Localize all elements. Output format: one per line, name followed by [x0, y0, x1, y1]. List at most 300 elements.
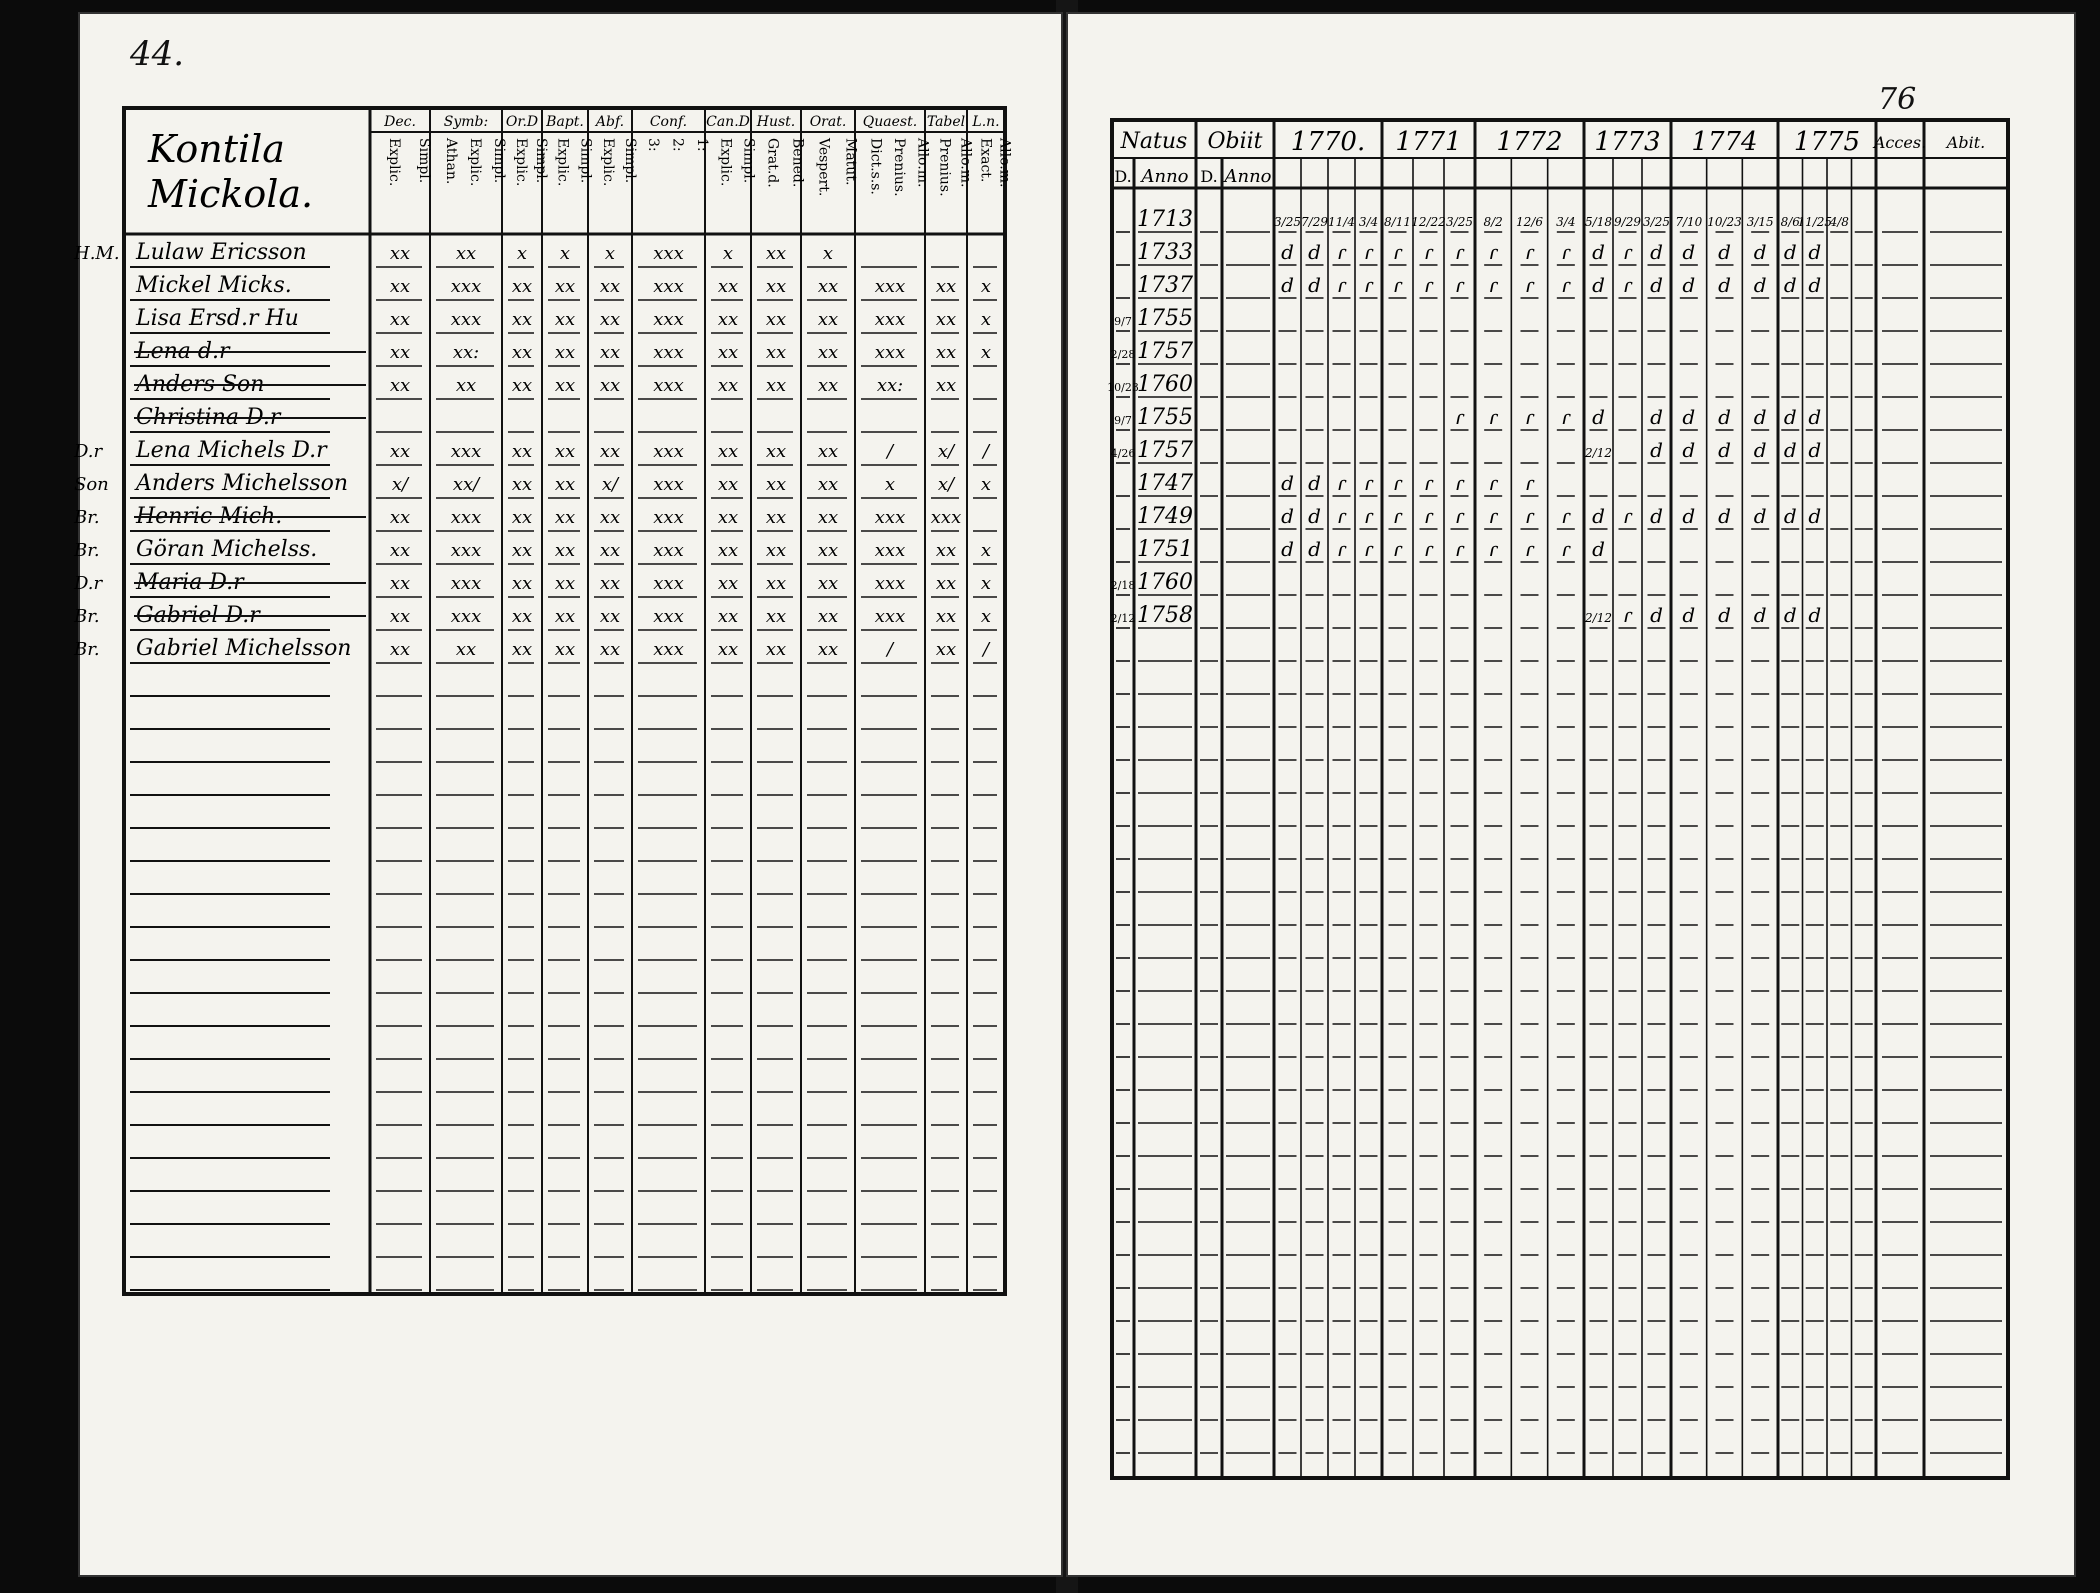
attendance-mark: 8/11: [1384, 215, 1411, 229]
exam-mark: xx: [717, 375, 739, 396]
exam-mark: xx: [765, 573, 787, 594]
attendance-mark: ɾ: [1392, 273, 1403, 297]
attendance-mark: ɾ: [1336, 240, 1347, 264]
exam-mark: x: [722, 243, 734, 264]
exam-mark: xx: [935, 276, 957, 297]
attendance-mark: ɾ: [1336, 504, 1347, 528]
exam-mark: xx: [599, 309, 621, 330]
exam-mark: xxx: [653, 276, 684, 297]
attendance-mark: ɾ: [1363, 471, 1374, 495]
exam-mark: xx: [935, 606, 957, 627]
left-register-table: [74, 12, 1063, 1577]
birth-year: 1757: [1137, 438, 1193, 463]
row-relation-note: D.r: [74, 441, 103, 462]
attendance-mark: 10/23: [1707, 215, 1742, 229]
household-title-line: Mickola.: [148, 172, 314, 216]
exam-mark: xxx: [450, 540, 482, 561]
exam-mark: xxx: [874, 573, 906, 594]
exam-mark: xx: [817, 507, 839, 528]
exam-mark: xx: [717, 309, 739, 330]
exam-mark: x: [559, 243, 571, 264]
row-relation-note: Br.: [74, 606, 100, 627]
attendance-mark: ɾ: [1336, 537, 1347, 561]
exam-mark: xx: [765, 474, 787, 495]
year-header: 1773: [1594, 127, 1661, 157]
birth-year: 1757: [1137, 339, 1193, 364]
attendance-mark: ɾ: [1622, 603, 1633, 627]
attendance-mark: ɾ: [1392, 240, 1403, 264]
attendance-mark: d: [1281, 537, 1294, 561]
column-header-top: Conf.: [649, 114, 688, 130]
birth-day: 10/23: [1107, 381, 1139, 394]
attendance-mark: ɾ: [1488, 471, 1498, 495]
attendance-mark: 3/4: [1358, 215, 1379, 229]
column-header-sub: Grat.d.: [764, 138, 781, 188]
column-header-top: Can.D: [706, 114, 750, 130]
exam-mark: xxx: [653, 375, 684, 396]
column-header-sub: Bened.: [789, 138, 806, 188]
exam-mark: xx: [817, 342, 839, 363]
exam-mark: xx: [511, 441, 533, 462]
exam-mark: xx: [389, 573, 411, 594]
exam-mark: xx: [717, 540, 739, 561]
attendance-mark: d: [1718, 603, 1731, 627]
column-header-sub: Dict.s.s.: [867, 138, 884, 195]
exam-mark: xxx: [874, 606, 906, 627]
obiit-header: Obiit: [1207, 129, 1263, 154]
exam-mark: xx: [717, 342, 739, 363]
attendance-mark: ɾ: [1488, 537, 1498, 561]
exam-mark: xx: [511, 639, 533, 660]
exam-mark: xx: [455, 243, 477, 264]
exam-mark: xxx: [653, 342, 684, 363]
exam-mark: xx: [554, 639, 576, 660]
exam-mark: xxx: [653, 474, 684, 495]
exam-mark: xx: [817, 474, 839, 495]
attendance-mark: d: [1281, 471, 1294, 495]
accessit-header: Acces.: [1873, 133, 1927, 152]
exam-mark: xx: [599, 375, 621, 396]
exam-mark: xx: [935, 639, 957, 660]
exam-mark: xx: [717, 639, 739, 660]
column-header-sub: Athan.: [443, 138, 459, 185]
obiit-day-header: D.: [1200, 167, 1218, 186]
exam-mark: xxx: [653, 309, 684, 330]
attendance-mark: 3/4: [1556, 215, 1576, 229]
attendance-mark: 4/8: [1829, 215, 1849, 229]
attendance-mark: d: [1718, 273, 1731, 297]
row-relation-note: Br.: [74, 507, 100, 528]
attendance-mark: ɾ: [1524, 537, 1535, 561]
column-header-sub: Simpl.: [622, 138, 638, 184]
exam-mark: xx: [389, 276, 411, 297]
attendance-mark: d: [1308, 504, 1321, 528]
attendance-mark: d: [1753, 504, 1767, 528]
attendance-mark: ɾ: [1454, 537, 1465, 561]
attendance-mark: ɾ: [1423, 240, 1434, 264]
exam-mark: xx: [935, 375, 957, 396]
exam-mark: xxx: [874, 540, 906, 561]
exam-mark: xxx: [874, 342, 906, 363]
row-relation-note: Br.: [74, 540, 100, 561]
attendance-mark: d: [1808, 603, 1822, 627]
attendance-mark: d: [1650, 603, 1663, 627]
column-header-top: Tabel: [926, 114, 966, 130]
exam-mark: xx:: [876, 375, 904, 396]
attendance-mark: d: [1308, 471, 1321, 495]
attendance-mark: d: [1308, 273, 1321, 297]
column-header-top: Hust.: [756, 114, 796, 130]
column-header-sub: Vespert.: [815, 138, 832, 197]
person-name: Lisa Ersd.r Hu: [136, 306, 299, 331]
exam-mark: /: [886, 441, 894, 462]
attendance-mark: d: [1718, 504, 1731, 528]
attendance-mark: d: [1718, 240, 1731, 264]
attendance-mark: 9/29: [1614, 215, 1641, 229]
attendance-mark: d: [1682, 438, 1696, 462]
exam-mark: xxx: [450, 507, 482, 528]
attendance-mark: ɾ: [1488, 405, 1498, 429]
column-header-sub: Prenius.: [891, 138, 907, 197]
attendance-mark: d: [1682, 405, 1696, 429]
attendance-mark: ɾ: [1524, 405, 1535, 429]
household-title-line: Kontila: [148, 127, 285, 171]
exam-mark: xx/: [452, 474, 480, 495]
birth-year: 1751: [1137, 537, 1193, 562]
person-name: Henric Mich.: [136, 504, 283, 529]
exam-mark: x/: [937, 474, 955, 495]
attendance-mark: d: [1281, 504, 1294, 528]
exam-mark: x: [980, 606, 992, 627]
attendance-mark: d: [1592, 405, 1605, 429]
year-header: 1771: [1395, 127, 1462, 157]
exam-mark: xx: [511, 507, 533, 528]
attendance-mark: d: [1783, 273, 1797, 297]
column-header-top: Quaest.: [862, 114, 918, 130]
column-header-sub: Exact.: [977, 138, 994, 183]
exam-mark: x: [980, 474, 992, 495]
exam-mark: xx: [765, 507, 787, 528]
exam-mark: xx: [765, 342, 787, 363]
exam-mark: xx: [455, 639, 477, 660]
exam-mark: xxx: [450, 606, 482, 627]
exam-mark: xx: [511, 276, 533, 297]
exam-mark: xx: [554, 507, 576, 528]
exam-mark: xx: [599, 342, 621, 363]
birth-year: 1747: [1137, 471, 1193, 496]
attendance-mark: d: [1753, 438, 1767, 462]
exam-mark: xx: [935, 540, 957, 561]
column-header-sub: Simpl.: [577, 138, 594, 184]
natus-day-header: D.: [1114, 167, 1132, 186]
exam-mark: xx: [389, 309, 411, 330]
exam-mark: x: [516, 243, 528, 264]
year-header: 1772: [1496, 127, 1563, 157]
attendance-mark: d: [1682, 504, 1696, 528]
birth-day: 2/12: [1110, 612, 1136, 625]
exam-mark: xx: [717, 606, 739, 627]
attendance-mark: d: [1650, 438, 1663, 462]
exam-mark: xx: [817, 540, 839, 561]
attendance-mark: ɾ: [1392, 504, 1403, 528]
exam-mark: xx: [817, 639, 839, 660]
exam-mark: xxx: [874, 309, 906, 330]
abiit-header: Abit.: [1946, 133, 1986, 152]
attendance-mark: d: [1682, 273, 1696, 297]
person-name: Christina D.r: [136, 405, 281, 430]
attendance-mark: d: [1650, 273, 1663, 297]
exam-mark: xx: [599, 639, 621, 660]
exam-mark: xx: [717, 573, 739, 594]
attendance-mark: d: [1592, 240, 1605, 264]
attendance-mark: d: [1281, 240, 1294, 264]
exam-mark: xx: [511, 606, 533, 627]
attendance-mark: d: [1783, 603, 1797, 627]
attendance-mark: 12/22: [1411, 215, 1446, 229]
year-header: 1775: [1793, 127, 1861, 157]
attendance-mark: 8/2: [1483, 215, 1503, 229]
column-header-sub: Explic.: [386, 138, 402, 187]
attendance-mark: d: [1808, 405, 1822, 429]
exam-mark: xx: [717, 441, 739, 462]
exam-mark: xxx: [653, 441, 684, 462]
person-name: Maria D.r: [136, 570, 244, 595]
column-header-sub: Explic.: [600, 138, 616, 187]
exam-mark: xxx: [653, 606, 684, 627]
exam-mark: xx: [935, 309, 957, 330]
exam-mark: xx: [935, 573, 957, 594]
attendance-mark: ɾ: [1454, 405, 1465, 429]
column-header-sub: Explic.: [467, 138, 483, 187]
exam-mark: xx: [511, 309, 533, 330]
birth-year: 1755: [1137, 306, 1193, 331]
left-page: [74, 12, 1063, 1577]
column-header-top: Or.D: [505, 114, 539, 130]
exam-mark: xx: [554, 540, 576, 561]
year-header: 1774: [1691, 127, 1758, 157]
birth-day: 4/26: [1110, 447, 1136, 460]
attendance-mark: ɾ: [1524, 240, 1535, 264]
attendance-mark: ɾ: [1454, 471, 1465, 495]
attendance-mark: ɾ: [1561, 240, 1571, 264]
exam-mark: x: [980, 342, 992, 363]
attendance-mark: d: [1650, 504, 1663, 528]
column-header-sub: Simpl.: [416, 138, 432, 184]
attendance-mark: ɾ: [1561, 405, 1571, 429]
column-header-sub: Explic.: [513, 138, 529, 187]
attendance-mark: d: [1753, 240, 1767, 264]
exam-mark: xx: [817, 375, 839, 396]
person-name: Anders Michelsson: [136, 471, 349, 496]
attendance-mark: ɾ: [1622, 273, 1633, 297]
exam-mark: xx: [389, 243, 411, 264]
exam-mark: xx: [765, 309, 787, 330]
exam-mark: xxx: [450, 309, 482, 330]
attendance-mark: ɾ: [1488, 504, 1498, 528]
column-header-sub: Explic.: [554, 138, 571, 187]
person-name: Mickel Micks.: [136, 273, 292, 298]
attendance-mark: 3/15: [1746, 215, 1774, 229]
exam-mark: x/: [601, 474, 619, 495]
attendance-mark: 12/6: [1516, 215, 1543, 229]
exam-mark: xx: [717, 507, 739, 528]
attendance-mark: ɾ: [1524, 273, 1535, 297]
column-header-top: Abf.: [595, 114, 625, 130]
exam-mark: /: [982, 639, 990, 660]
attendance-mark: ɾ: [1622, 504, 1633, 528]
attendance-mark: d: [1753, 273, 1767, 297]
attendance-mark: d: [1808, 504, 1822, 528]
attendance-mark: d: [1592, 273, 1605, 297]
exam-mark: /: [886, 639, 894, 660]
exam-mark: xx: [511, 474, 533, 495]
attendance-mark: d: [1281, 273, 1294, 297]
birth-year: 1733: [1137, 240, 1193, 265]
attendance-mark: d: [1808, 438, 1822, 462]
attendance-mark: ɾ: [1488, 240, 1498, 264]
column-header-sub: Allo.m.: [996, 138, 1013, 188]
exam-mark: xx: [765, 639, 787, 660]
row-relation-note: H.M.: [74, 243, 120, 264]
exam-mark: xx: [765, 243, 787, 264]
person-name: Gabriel D.r: [136, 603, 260, 628]
attendance-mark: d: [1783, 438, 1797, 462]
attendance-mark: 7/29: [1301, 215, 1328, 229]
exam-mark: x/: [391, 474, 409, 495]
attendance-mark: ɾ: [1423, 471, 1434, 495]
attendance-mark: ɾ: [1363, 273, 1374, 297]
exam-mark: x: [884, 474, 896, 495]
exam-mark: xx: [765, 606, 787, 627]
attendance-mark: 3/25: [1643, 215, 1670, 229]
person-name: Lena Michels D.r: [136, 438, 327, 463]
attendance-mark: d: [1592, 504, 1605, 528]
exam-mark: xx: [817, 309, 839, 330]
right-table-frame: [1112, 120, 2008, 1478]
row-relation-note: Br.: [74, 639, 100, 660]
exam-mark: xx: [554, 276, 576, 297]
left-page-number: 44.: [130, 34, 185, 74]
right-register-table: [1066, 12, 2076, 1577]
exam-mark: xx: [817, 441, 839, 462]
natus-header: Natus: [1120, 129, 1188, 154]
exam-mark: xx: [599, 441, 621, 462]
birth-day: 2/18: [1110, 579, 1136, 592]
exam-mark: xx: [511, 573, 533, 594]
exam-mark: xxx: [874, 507, 906, 528]
birth-year: 1755: [1137, 405, 1193, 430]
attendance-mark: 5/18: [1585, 215, 1612, 229]
column-header-sub: Allo.m.: [957, 138, 974, 188]
exam-mark: xx: [455, 375, 477, 396]
attendance-mark: ɾ: [1561, 273, 1571, 297]
attendance-mark: ɾ: [1423, 504, 1434, 528]
attendance-mark: ɾ: [1363, 240, 1374, 264]
attendance-mark: d: [1650, 240, 1663, 264]
exam-mark: xx: [554, 474, 576, 495]
exam-mark: xx: [554, 342, 576, 363]
exam-mark: xx: [935, 342, 957, 363]
column-header-top: Orat.: [809, 114, 847, 130]
column-header-top: L.n.: [972, 114, 1000, 130]
exam-mark: x: [980, 309, 992, 330]
attendance-mark: d: [1682, 603, 1696, 627]
birth-year: 1737: [1137, 273, 1193, 298]
column-header-sub: Explic.: [717, 138, 734, 187]
attendance-mark: ɾ: [1524, 504, 1535, 528]
column-header-sub: Simpl.: [740, 138, 757, 184]
exam-mark: xxx: [450, 573, 482, 594]
attendance-mark: ɾ: [1363, 504, 1374, 528]
column-header-sub: 3:: [645, 138, 662, 152]
birth-year: 1760: [1137, 372, 1193, 397]
person-name: Lulaw Ericsson: [136, 240, 307, 265]
column-header-sub: 2:: [669, 138, 686, 152]
attendance-mark: ɾ: [1336, 471, 1347, 495]
obiit-year-header: Anno: [1224, 166, 1272, 187]
row-relation-note: Son: [74, 474, 109, 495]
person-name: Lena d.r: [136, 339, 230, 364]
attendance-mark: 3/25: [1446, 215, 1473, 229]
attendance-mark: d: [1308, 537, 1321, 561]
exam-mark: xx: [554, 606, 576, 627]
attendance-mark: d: [1753, 405, 1767, 429]
attendance-mark: d: [1308, 240, 1321, 264]
column-header-sub: Simpl.: [491, 138, 507, 184]
exam-mark: xx: [765, 375, 787, 396]
exam-mark: xx: [599, 540, 621, 561]
attendance-mark: d: [1682, 240, 1696, 264]
exam-mark: xxx: [653, 639, 684, 660]
exam-mark: xxx: [653, 540, 684, 561]
exam-mark: xxx: [653, 507, 684, 528]
attendance-mark: ɾ: [1524, 471, 1535, 495]
exam-mark: xx: [554, 309, 576, 330]
attendance-mark: ɾ: [1363, 537, 1374, 561]
exam-mark: xx: [717, 474, 739, 495]
exam-mark: x: [980, 540, 992, 561]
column-header-sub: Simpl.: [533, 138, 549, 184]
exam-mark: xx: [765, 540, 787, 561]
exam-mark: xx: [389, 375, 411, 396]
exam-mark: xx: [817, 276, 839, 297]
attendance-mark: 2/12: [1585, 446, 1612, 460]
exam-mark: xxx: [450, 441, 482, 462]
attendance-mark: d: [1783, 405, 1797, 429]
exam-mark: xx: [389, 606, 411, 627]
attendance-mark: ɾ: [1423, 537, 1434, 561]
exam-mark: xxx: [653, 573, 684, 594]
attendance-mark: ɾ: [1561, 504, 1571, 528]
birth-day: 9/7: [1114, 414, 1132, 427]
birth-day: 9/7: [1114, 315, 1132, 328]
attendance-mark: ɾ: [1561, 537, 1571, 561]
exam-mark: /: [982, 441, 990, 462]
person-name: Gabriel Michelsson: [136, 636, 352, 661]
attendance-mark: ɾ: [1336, 273, 1347, 297]
row-relation-note: D.r: [74, 573, 103, 594]
exam-mark: x: [604, 243, 616, 264]
column-header-sub: Allo.m.: [914, 138, 931, 188]
attendance-mark: d: [1808, 240, 1822, 264]
exam-mark: xx: [389, 507, 411, 528]
exam-mark: xx: [717, 276, 739, 297]
exam-mark: xx: [765, 441, 787, 462]
exam-mark: xxx: [930, 507, 962, 528]
attendance-mark: ɾ: [1454, 273, 1465, 297]
right-page: [1066, 12, 2076, 1577]
person-name: Anders Son: [136, 372, 265, 397]
